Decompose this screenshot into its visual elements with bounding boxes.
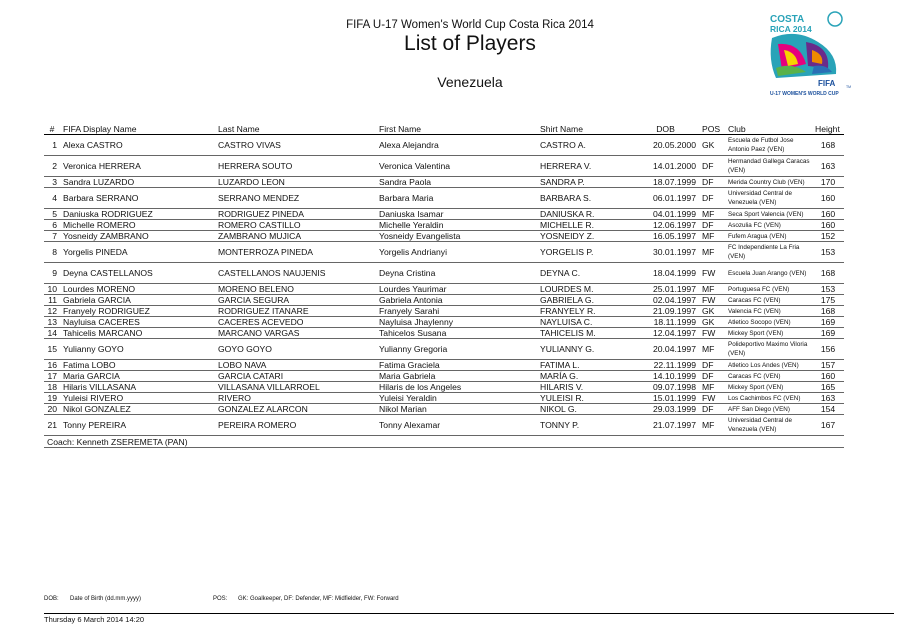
height: 165	[812, 382, 844, 393]
date-of-birth: 16.05.1997	[629, 231, 699, 242]
player-number: 3	[44, 177, 60, 188]
player-number: 8	[44, 242, 60, 263]
date-of-birth: 04.01.1999	[629, 209, 699, 220]
club-name: Portuguesa FC (VEN)	[725, 284, 812, 295]
table-row	[44, 209, 844, 220]
position: FW	[699, 263, 725, 284]
display-name: Lourdes MORENO	[60, 284, 215, 295]
display-name: Sandra LUZARDO	[60, 177, 215, 188]
first-name: Nayluisa Jhaylenny	[376, 317, 537, 328]
shirt-name: YOSNEIDY Z.	[537, 231, 629, 242]
table-row	[44, 284, 844, 295]
shirt-name: FRANYELY R.	[537, 306, 629, 317]
display-name: Michelle ROMERO	[60, 220, 215, 231]
display-name: Yosneidy ZAMBRANO	[60, 231, 215, 242]
last-name: LUZARDO LEON	[215, 177, 376, 188]
height: 153	[812, 242, 844, 263]
logo-brand: FIFA	[818, 79, 836, 88]
date-of-birth: 20.05.2000	[629, 135, 699, 156]
player-number: 4	[44, 188, 60, 209]
display-name: Veronica HERRERA	[60, 156, 215, 177]
display-name: Maria GARCIA	[60, 371, 215, 382]
logo-line2: RICA 2014	[770, 24, 812, 34]
position: DF	[699, 156, 725, 177]
club-name: Merida Country Club (VEN)	[725, 177, 812, 188]
table-row	[44, 360, 844, 371]
legend-dob-key: DOB:	[44, 596, 59, 602]
first-name: Maria Gabriela	[376, 371, 537, 382]
print-date: Thursday 6 March 2014 14:20	[44, 615, 145, 624]
table-row	[44, 382, 844, 393]
player-number: 16	[44, 360, 60, 371]
date-of-birth: 21.07.1997	[629, 415, 699, 436]
position: GK	[699, 317, 725, 328]
display-name: Tonny PEREIRA	[60, 415, 215, 436]
display-name: Alexa CASTRO	[60, 135, 215, 156]
position: DF	[699, 371, 725, 382]
first-name: Gabriela Antonia	[376, 295, 537, 306]
last-name: MORENO BELENO	[215, 284, 376, 295]
legend-dob-text: Date of Birth (dd.mm.yyyy)	[70, 596, 142, 602]
last-name: ZAMBRANO MUJICA	[215, 231, 376, 242]
last-name: CASTRO VIVAS	[215, 135, 376, 156]
height: 168	[812, 135, 844, 156]
club-name: Caracas FC (VEN)	[725, 295, 812, 306]
player-number: 14	[44, 328, 60, 339]
first-name: Sandra Paola	[376, 177, 537, 188]
height: 167	[812, 415, 844, 436]
height: 156	[812, 339, 844, 360]
club-name: Caracas FC (VEN)	[725, 371, 812, 382]
last-name: GARCIA SEGURA	[215, 295, 376, 306]
date-of-birth: 15.01.1999	[629, 393, 699, 404]
position: GK	[699, 135, 725, 156]
date-of-birth: 12.06.1997	[629, 220, 699, 231]
height: 160	[812, 188, 844, 209]
height: 169	[812, 317, 844, 328]
table-row	[44, 188, 844, 209]
height: 160	[812, 371, 844, 382]
player-number: 13	[44, 317, 60, 328]
display-name: Fatima LOBO	[60, 360, 215, 371]
player-number: 18	[44, 382, 60, 393]
position: MF	[699, 242, 725, 263]
position: DF	[699, 220, 725, 231]
table-row	[44, 306, 844, 317]
shirt-name: NAYLUISA C.	[537, 317, 629, 328]
last-name: RIVERO	[215, 393, 376, 404]
table-row	[44, 242, 844, 263]
shirt-name: LOURDES M.	[537, 284, 629, 295]
logo-caption: U-17 WOMEN'S WORLD CUP	[770, 91, 839, 97]
shirt-name: DANIUSKA R.	[537, 209, 629, 220]
shirt-name: MICHELLE R.	[537, 220, 629, 231]
tournament-logo	[766, 8, 852, 100]
legend-pos-key: POS:	[213, 596, 228, 602]
col-dob: DOB	[629, 123, 699, 135]
last-name: RODRIGUEZ ITANARE	[215, 306, 376, 317]
last-name: PEREIRA ROMERO	[215, 415, 376, 436]
player-number: 20	[44, 404, 60, 415]
table-row	[44, 263, 844, 284]
last-name: MARCANO VARGAS	[215, 328, 376, 339]
coach-line: Coach: Kenneth ZSEREMETA (PAN)	[44, 436, 844, 448]
display-name: Franyely RODRIGUEZ	[60, 306, 215, 317]
display-name: Barbara SERRANO	[60, 188, 215, 209]
player-number: 15	[44, 339, 60, 360]
club-name: Polideportivo Maximo Viloria (VEN)	[725, 339, 812, 360]
shirt-name: CASTRO A.	[537, 135, 629, 156]
first-name: Deyna Cristina	[376, 263, 537, 284]
club-name: Escuela Juan Arango (VEN)	[725, 263, 812, 284]
date-of-birth: 20.04.1997	[629, 339, 699, 360]
display-name: Hilaris VILLASANA	[60, 382, 215, 393]
date-of-birth: 18.04.1999	[629, 263, 699, 284]
last-name: LOBO NAVA	[215, 360, 376, 371]
shirt-name: MARÍA G.	[537, 371, 629, 382]
display-name: Deyna CASTELLANOS	[60, 263, 215, 284]
page-title: List of Players	[404, 32, 536, 55]
table-row	[44, 404, 844, 415]
date-of-birth: 14.01.2000	[629, 156, 699, 177]
height: 168	[812, 263, 844, 284]
last-name: RODRIGUEZ PINEDA	[215, 209, 376, 220]
height: 160	[812, 220, 844, 231]
first-name: Yuleisi Yeraldin	[376, 393, 537, 404]
table-row	[44, 371, 844, 382]
date-of-birth: 22.11.1999	[629, 360, 699, 371]
table-row	[44, 328, 844, 339]
player-number: 7	[44, 231, 60, 242]
height: 169	[812, 328, 844, 339]
last-name: SERRANO MENDEZ	[215, 188, 376, 209]
first-name: Michelle Yeraldin	[376, 220, 537, 231]
player-number: 12	[44, 306, 60, 317]
col-last-name: Last Name	[215, 123, 376, 135]
first-name: Tonny Alexamar	[376, 415, 537, 436]
ball-icon	[828, 12, 842, 26]
first-name: Hilaris de los Angeles	[376, 382, 537, 393]
first-name: Lourdes Yaurimar	[376, 284, 537, 295]
table-row	[44, 295, 844, 306]
team-name: Venezuela	[437, 74, 503, 90]
position: MF	[699, 284, 725, 295]
display-name: Tahicelis MARCANO	[60, 328, 215, 339]
date-of-birth: 18.11.1999	[629, 317, 699, 328]
logo-tm: TM	[846, 85, 852, 89]
position: MF	[699, 231, 725, 242]
col-first-name: First Name	[376, 123, 537, 135]
shirt-name: NIKOL G.	[537, 404, 629, 415]
height: 157	[812, 360, 844, 371]
last-name: VILLASANA VILLARROEL	[215, 382, 376, 393]
player-number: 17	[44, 371, 60, 382]
club-name: Mickey Sport (VEN)	[725, 328, 812, 339]
date-of-birth: 30.01.1997	[629, 242, 699, 263]
club-name: Fufem Aragua (VEN)	[725, 231, 812, 242]
display-name: Yulianny GOYO	[60, 339, 215, 360]
player-number: 19	[44, 393, 60, 404]
shirt-name: HERRERA V.	[537, 156, 629, 177]
last-name: GONZALEZ ALARCON	[215, 404, 376, 415]
player-number: 6	[44, 220, 60, 231]
first-name: Barbara Maria	[376, 188, 537, 209]
last-name: CASTELLANOS NAUJENIS	[215, 263, 376, 284]
date-of-birth: 21.09.1997	[629, 306, 699, 317]
col-shirt-name: Shirt Name	[537, 123, 629, 135]
club-name: Universidad Central de Venezuela (VEN)	[725, 188, 812, 209]
club-name: Hermandad Gallega Caracas (VEN)	[725, 156, 812, 177]
position: DF	[699, 188, 725, 209]
table-row	[44, 393, 844, 404]
position: MF	[699, 382, 725, 393]
shirt-name: YULIANNY G.	[537, 339, 629, 360]
first-name: Franyely Sarahi	[376, 306, 537, 317]
table-row	[44, 317, 844, 328]
first-name: Alexa Alejandra	[376, 135, 537, 156]
display-name: Yorgelis PINEDA	[60, 242, 215, 263]
date-of-birth: 02.04.1997	[629, 295, 699, 306]
date-of-birth: 14.10.1999	[629, 371, 699, 382]
table-row	[44, 220, 844, 231]
shirt-name: FATIMA L.	[537, 360, 629, 371]
shirt-name: HILARIS V.	[537, 382, 629, 393]
table-body	[44, 135, 844, 436]
display-name: Nayluisa CACERES	[60, 317, 215, 328]
logo-line1: COSTA	[770, 14, 805, 25]
table-row	[44, 156, 844, 177]
height: 152	[812, 231, 844, 242]
player-number: 10	[44, 284, 60, 295]
first-name: Yosneidy Evangelista	[376, 231, 537, 242]
first-name: Daniuska Isamar	[376, 209, 537, 220]
shirt-name: GABRIELA G.	[537, 295, 629, 306]
display-name: Daniuska RODRIGUEZ	[60, 209, 215, 220]
display-name: Yuleisi RIVERO	[60, 393, 215, 404]
display-name: Nikol GONZALEZ	[60, 404, 215, 415]
club-name: Los Cachimbos FC (VEN)	[725, 393, 812, 404]
col-height: Height	[812, 123, 844, 135]
height: 170	[812, 177, 844, 188]
club-name: Atletico Socopo (VEN)	[725, 317, 812, 328]
footer-divider	[44, 613, 894, 614]
col-display-name: FIFA Display Name	[60, 123, 215, 135]
shirt-name: BARBARA S.	[537, 188, 629, 209]
legend-pos-text: GK: Goalkeeper, DF: Defender, MF: Midfielder, FW: Forward	[238, 596, 399, 602]
first-name: Tahicelos Susana	[376, 328, 537, 339]
player-list-table	[44, 123, 844, 448]
club-name: AFF San Diego (VEN)	[725, 404, 812, 415]
height: 154	[812, 404, 844, 415]
date-of-birth: 25.01.1997	[629, 284, 699, 295]
position: GK	[699, 306, 725, 317]
table-row	[44, 231, 844, 242]
position: DF	[699, 404, 725, 415]
position: FW	[699, 295, 725, 306]
height: 163	[812, 393, 844, 404]
date-of-birth: 29.03.1999	[629, 404, 699, 415]
club-name: Universidad Central de Venezuela (VEN)	[725, 415, 812, 436]
table-row	[44, 177, 844, 188]
shirt-name: YULEISI R.	[537, 393, 629, 404]
table-row	[44, 135, 844, 156]
table-row	[44, 415, 844, 436]
height: 168	[812, 306, 844, 317]
player-number: 11	[44, 295, 60, 306]
shirt-name: SANDRA P.	[537, 177, 629, 188]
display-name: Gabriela GARCIA	[60, 295, 215, 306]
position: DF	[699, 360, 725, 371]
date-of-birth: 12.04.1997	[629, 328, 699, 339]
col-pos: POS	[699, 123, 725, 135]
height: 153	[812, 284, 844, 295]
height: 175	[812, 295, 844, 306]
first-name: Fatima Graciela	[376, 360, 537, 371]
table-row	[44, 339, 844, 360]
club-name: Atletico Los Andes (VEN)	[725, 360, 812, 371]
height: 160	[812, 209, 844, 220]
position: FW	[699, 393, 725, 404]
tournament-name: FIFA U-17 Women's World Cup Costa Rica 2014	[346, 19, 594, 31]
player-number: 9	[44, 263, 60, 284]
club-name: FC Independiente La Fria (VEN)	[725, 242, 812, 263]
club-name: Escuela de Futbol Jose Antonio Paez (VEN)	[725, 135, 812, 156]
last-name: GARCIA CATARI	[215, 371, 376, 382]
date-of-birth: 18.07.1999	[629, 177, 699, 188]
shirt-name: DEYNA C.	[537, 263, 629, 284]
club-name: Valencia FC (VEN)	[725, 306, 812, 317]
first-name: Yulianny Gregoria	[376, 339, 537, 360]
last-name: MONTERROZA PINEDA	[215, 242, 376, 263]
col-number: #	[44, 123, 60, 135]
player-number: 5	[44, 209, 60, 220]
club-name: Asozulia FC (VEN)	[725, 220, 812, 231]
last-name: GOYO GOYO	[215, 339, 376, 360]
player-number: 1	[44, 135, 60, 156]
first-name: Nikol Marian	[376, 404, 537, 415]
position: MF	[699, 415, 725, 436]
position: MF	[699, 209, 725, 220]
club-name: Mickey Sport (VEN)	[725, 382, 812, 393]
player-number: 21	[44, 415, 60, 436]
position: DF	[699, 177, 725, 188]
position: FW	[699, 328, 725, 339]
last-name: HERRERA SOUTO	[215, 156, 376, 177]
player-number: 2	[44, 156, 60, 177]
last-name: ROMERO CASTILLO	[215, 220, 376, 231]
first-name: Yorgelis Andrianyi	[376, 242, 537, 263]
shirt-name: YORGELIS P.	[537, 242, 629, 263]
date-of-birth: 09.07.1998	[629, 382, 699, 393]
position: MF	[699, 339, 725, 360]
col-club: Club	[725, 123, 812, 135]
club-name: Seca Sport Valencia (VEN)	[725, 209, 812, 220]
last-name: CACERES ACEVEDO	[215, 317, 376, 328]
table-header	[44, 123, 844, 135]
shirt-name: TAHICELIS M.	[537, 328, 629, 339]
first-name: Veronica Valentina	[376, 156, 537, 177]
date-of-birth: 06.01.1997	[629, 188, 699, 209]
height: 163	[812, 156, 844, 177]
shirt-name: TONNY P.	[537, 415, 629, 436]
